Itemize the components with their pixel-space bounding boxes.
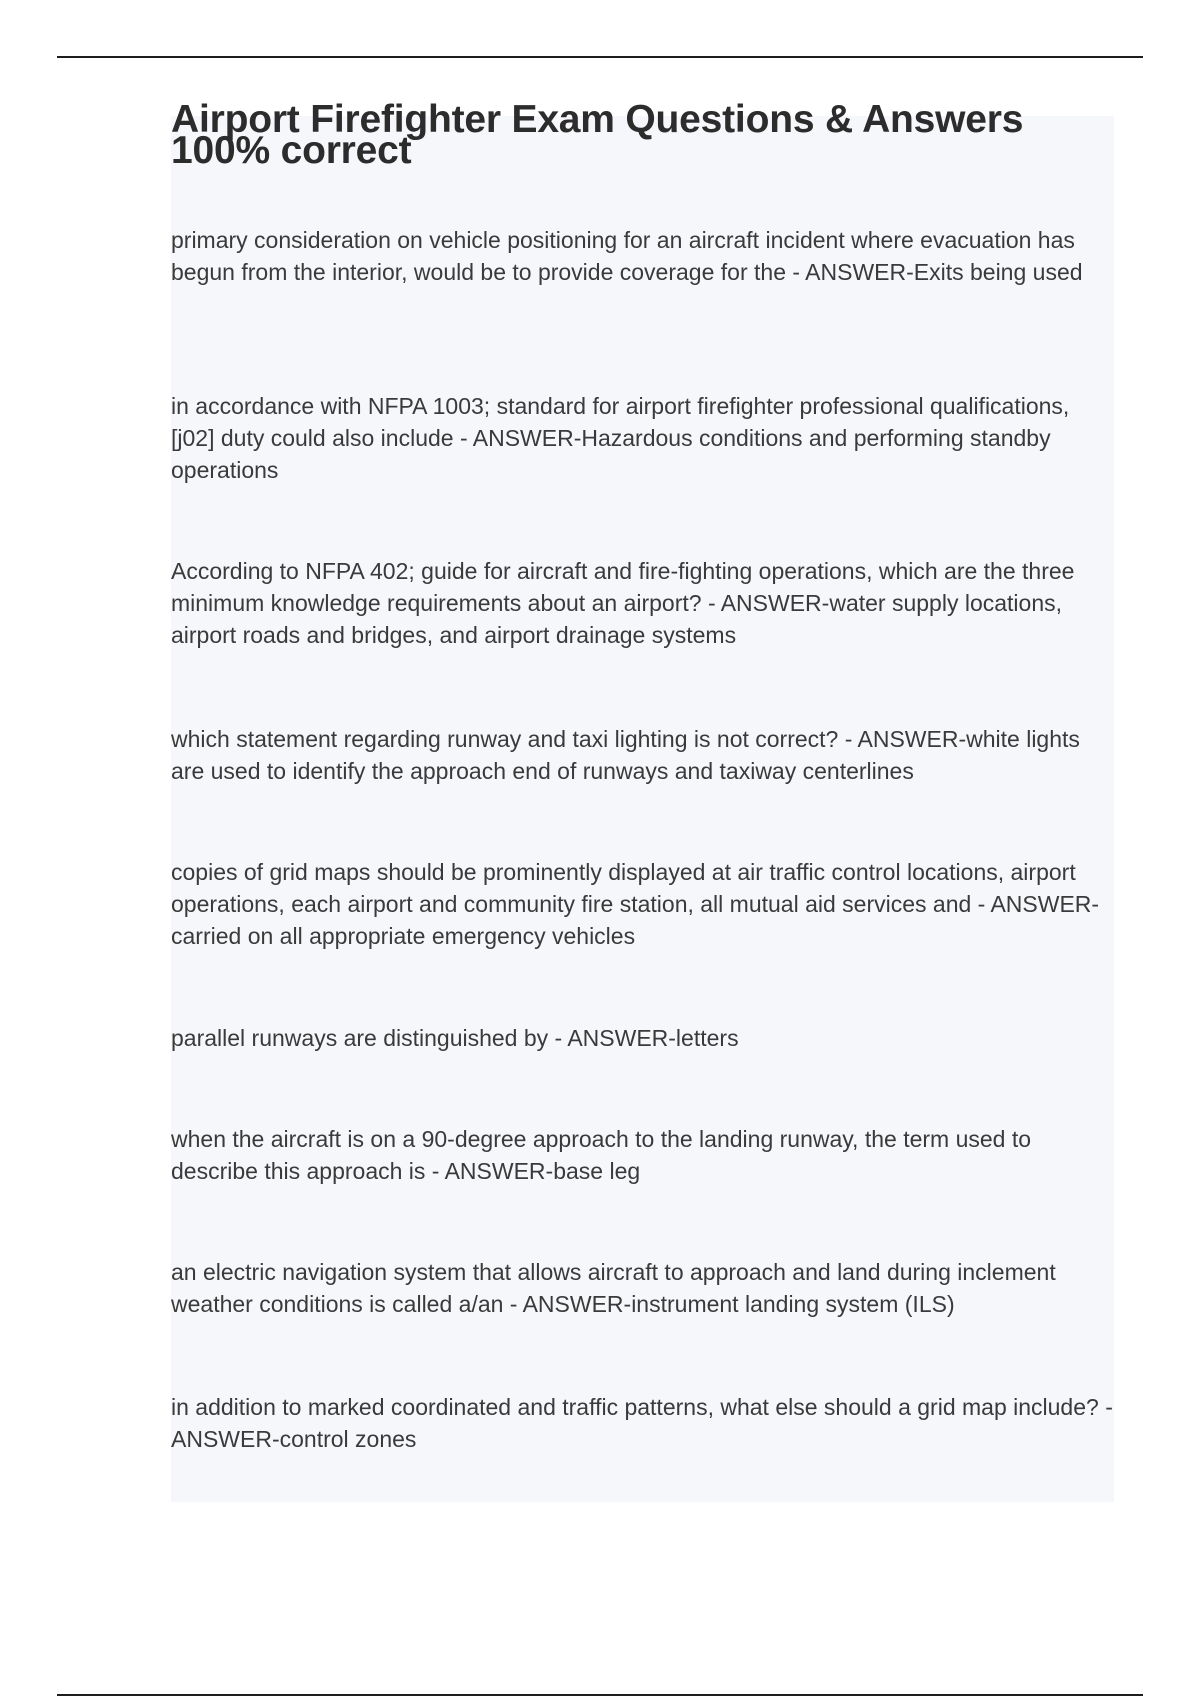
qa-item: primary consideration on vehicle positioning for an aircraft incident where evacuation has begun from the interior, would be to provide coverage for the - ANSWER-Exits being used	[171, 227, 1083, 285]
qa-item: copies of grid maps should be prominently displayed at air traffic control locations, airport operations, each airport and community fire station, all mutual aid services and - ANSWER-carried on all appropriate emergency vehicles	[171, 859, 1100, 949]
qa-item: an electric navigation system that allows aircraft to approach and land during inclement weather conditions is called a/an - ANSWER-instrument landing system (ILS)	[171, 1259, 1056, 1317]
top-divider	[57, 56, 1143, 58]
qa-item: which statement regarding runway and taxi lighting is not correct? - ANSWER-white lights are used to identify the approach end of runways and taxiway centerlines	[171, 726, 1080, 784]
qa-item: parallel runways are distinguished by - ANSWER-letters	[171, 1025, 739, 1051]
qa-item: According to NFPA 402; guide for aircraft and fire-fighting operations, which are the three minimum knowledge requirements about an airport? - ANSWER-water supply locations, airport roads and bridges, and airport drainage systems	[171, 558, 1075, 648]
qa-item: when the aircraft is on a 90-degree approach to the landing runway, the term used to describe this approach is - ANSWER-base leg	[171, 1126, 1032, 1184]
document-title: Airport Firefighter Exam Questions & Answers 100% correct	[171, 98, 1024, 172]
qa-item: in accordance with NFPA 1003; standard for airport firefighter professional qualifications, [j02] duty could also include - ANSWER-Hazardous conditions and performing standby operations	[171, 393, 1070, 483]
qa-item: in addition to marked coordinated and traffic patterns, what else should a grid map include? - ANSWER-control zones	[171, 1394, 1113, 1452]
bottom-divider	[57, 1694, 1143, 1696]
